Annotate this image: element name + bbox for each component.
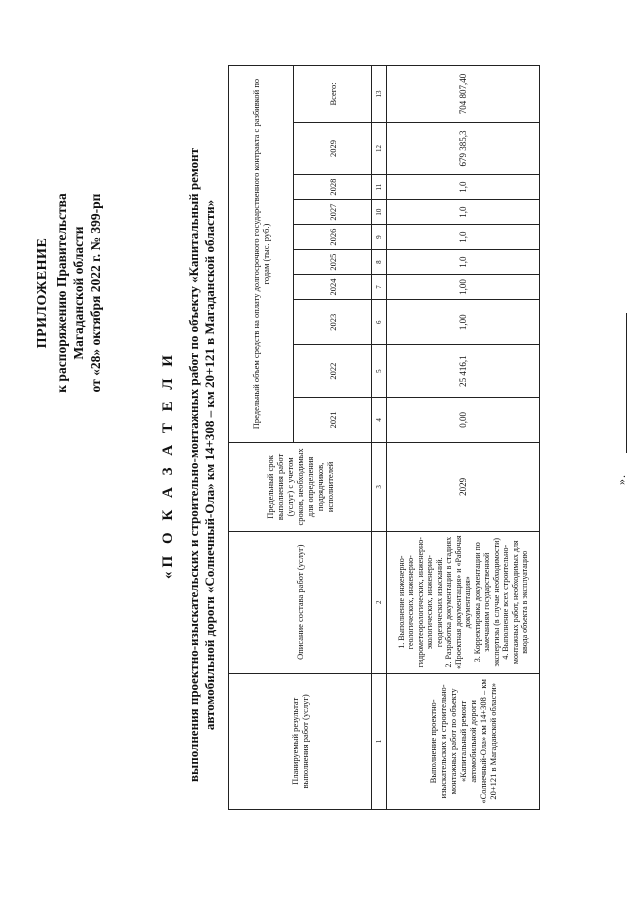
header-year-2029: 2029 — [294, 122, 372, 174]
appendix-line-1: к распоряжению Правительства — [54, 193, 69, 393]
title-line-1: выполнения проектно-изыскательских и строительно-монтажных работ по объекту «Капитальный ремонт — [186, 148, 201, 782]
value-2028: 1,0 — [387, 175, 540, 200]
header-year-2021: 2021 — [294, 397, 372, 442]
column-number: 1 — [372, 673, 387, 809]
value-2026: 1,0 — [387, 225, 540, 250]
value-2029: 679 385,3 — [387, 122, 540, 174]
header-year-2024: 2024 — [294, 275, 372, 300]
row-deadline: 2029 — [387, 443, 540, 532]
column-number: 3 — [372, 443, 387, 532]
header-year-2028: 2028 — [294, 175, 372, 200]
header-description: Описание состава работ (услуг) — [229, 531, 372, 673]
description-item-3: 3. Корректировка документации по замечаниям государственной экспертизы (в случае необходимости) — [472, 537, 501, 667]
title-line-2: автомобильной дороги «Солнечный-Ола» км 14+308 – км 20+121 в Магаданской области» — [202, 199, 217, 731]
column-number: 12 — [372, 122, 387, 174]
value-2024: 1,00 — [387, 275, 540, 300]
header-row-1 — [229, 66, 294, 810]
header-volume: Предельный объем средств на оплату долгосрочного государственного контракта с разбивкой по годам (тыс. руб.) — [229, 66, 294, 443]
closing-quote-mark: ». — [614, 474, 628, 485]
indicators-table — [228, 65, 540, 810]
description-item-4: 4. Выполнение всех строительно- монтажных работ, необходимых для ввода объекта в эксплуатацию — [501, 540, 529, 665]
appendix-heading: ПРИЛОЖЕНИЕ — [35, 237, 50, 349]
column-number: 11 — [372, 175, 387, 200]
description-item-1: 1. Выполнение инженерно-геологических, инженерно-гидрометеорологических, инженерно-экологических, инженерно-геодезических изысканий. — [396, 537, 444, 668]
header-year-2023: 2023 — [294, 300, 372, 345]
column-number: 4 — [372, 397, 387, 442]
column-number: 7 — [372, 275, 387, 300]
column-number: 10 — [372, 200, 387, 225]
header-year-2025: 2025 — [294, 250, 372, 275]
column-number: 5 — [372, 345, 387, 397]
row-result: Выполнение проектно-изыскательских и строительно-монтажных работ по объекту «Капитальный ремонт автомобильной дороги «Солнечный-Ола» км 14+308 – км 20+121 в Магаданской области» — [387, 673, 540, 809]
column-number-row — [372, 66, 387, 810]
header-year-2026: 2026 — [294, 225, 372, 250]
value-2025: 1,0 — [387, 250, 540, 275]
table-row — [387, 66, 540, 810]
header-total: Всего: — [294, 66, 372, 123]
column-number: 8 — [372, 250, 387, 275]
header-year-2022: 2022 — [294, 345, 372, 397]
header-deadline: Предельный срок выполнения работ (услуг) с учетом сроков, необходимых для определения подрядчиков, исполнителей — [229, 443, 372, 532]
value-2021: 0,00 — [387, 397, 540, 442]
value-total: 704 807,40 — [387, 66, 540, 123]
appendix-line-2: Магаданской области — [71, 226, 86, 360]
closing-line — [626, 313, 627, 453]
description-item-2: 2. Разработка документации в стадиях «Проектная документация» и «Рабочая документация» — [444, 535, 472, 670]
row-description — [387, 531, 540, 673]
title-main: «П О К А З А Т Е Л И — [160, 351, 176, 579]
value-2023: 1,00 — [387, 300, 540, 345]
header-year-2027: 2027 — [294, 200, 372, 225]
column-number: 2 — [372, 531, 387, 673]
document-title — [160, 105, 218, 825]
column-number: 13 — [372, 66, 387, 123]
appendix-block — [34, 128, 104, 458]
appendix-line-3: от «28» октября 2022 г. № 399-рп — [88, 193, 103, 393]
column-number: 6 — [372, 300, 387, 345]
header-result: Планируемый результат выполнения работ (услуг) — [229, 673, 372, 809]
value-2027: 1,0 — [387, 200, 540, 225]
column-number: 9 — [372, 225, 387, 250]
value-2022: 25 416,1 — [387, 345, 540, 397]
